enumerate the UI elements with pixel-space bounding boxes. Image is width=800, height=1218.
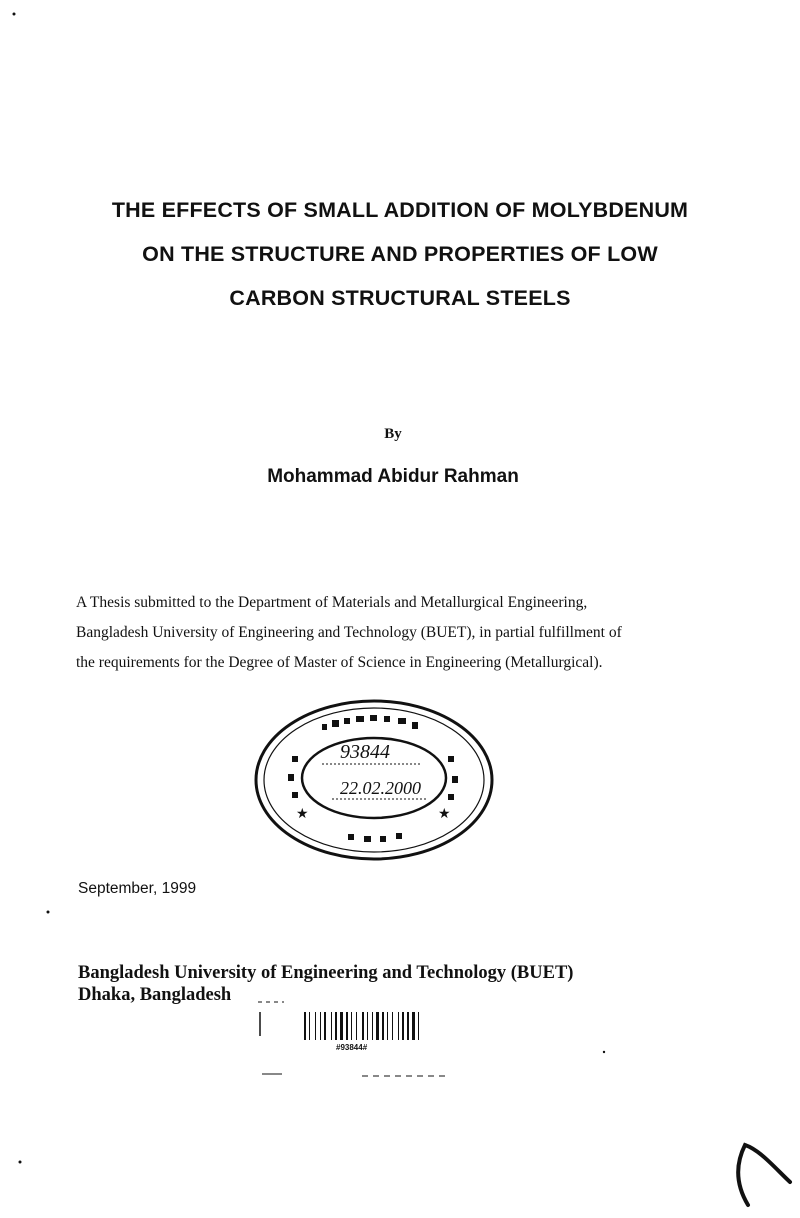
title-line: ON THE STRUCTURE AND PROPERTIES OF LOW — [142, 242, 658, 266]
barcode-number: #93844# — [336, 1043, 368, 1052]
stamp-date: 22.02.2000 — [340, 778, 421, 798]
by-label: By — [384, 426, 402, 442]
submission-statement — [76, 588, 718, 678]
svg-text:★: ★ — [438, 806, 451, 822]
thesis-title — [40, 188, 760, 320]
statement-line: Bangladesh University of Engineering and Technology (BUET), in partial fulfillment of — [76, 624, 622, 641]
statement-line: A Thesis submitted to the Department of Materials and Metallurgical Engineering, — [76, 594, 588, 611]
stamp-number: 93844 — [340, 741, 390, 763]
statement-line: the requirements for the Degree of Master of Science in Engineering (Metallurgical). — [76, 654, 603, 671]
author-name: Mohammad Abidur Rahman — [267, 466, 519, 487]
barcode — [256, 1010, 456, 1072]
title-line: THE EFFECTS OF SMALL ADDITION OF MOLYBDENUM — [111, 198, 689, 222]
title-line: CARBON STRUCTURAL STEELS — [229, 286, 571, 310]
institution-address — [78, 962, 573, 1006]
submission-date: September, 1999 — [78, 880, 197, 897]
library-stamp — [252, 696, 496, 864]
svg-text:★: ★ — [296, 806, 309, 822]
institution-city: Dhaka, Bangladesh — [78, 985, 232, 1005]
institution-name: Bangladesh University of Engineering and Technology (BUET) — [78, 963, 574, 983]
